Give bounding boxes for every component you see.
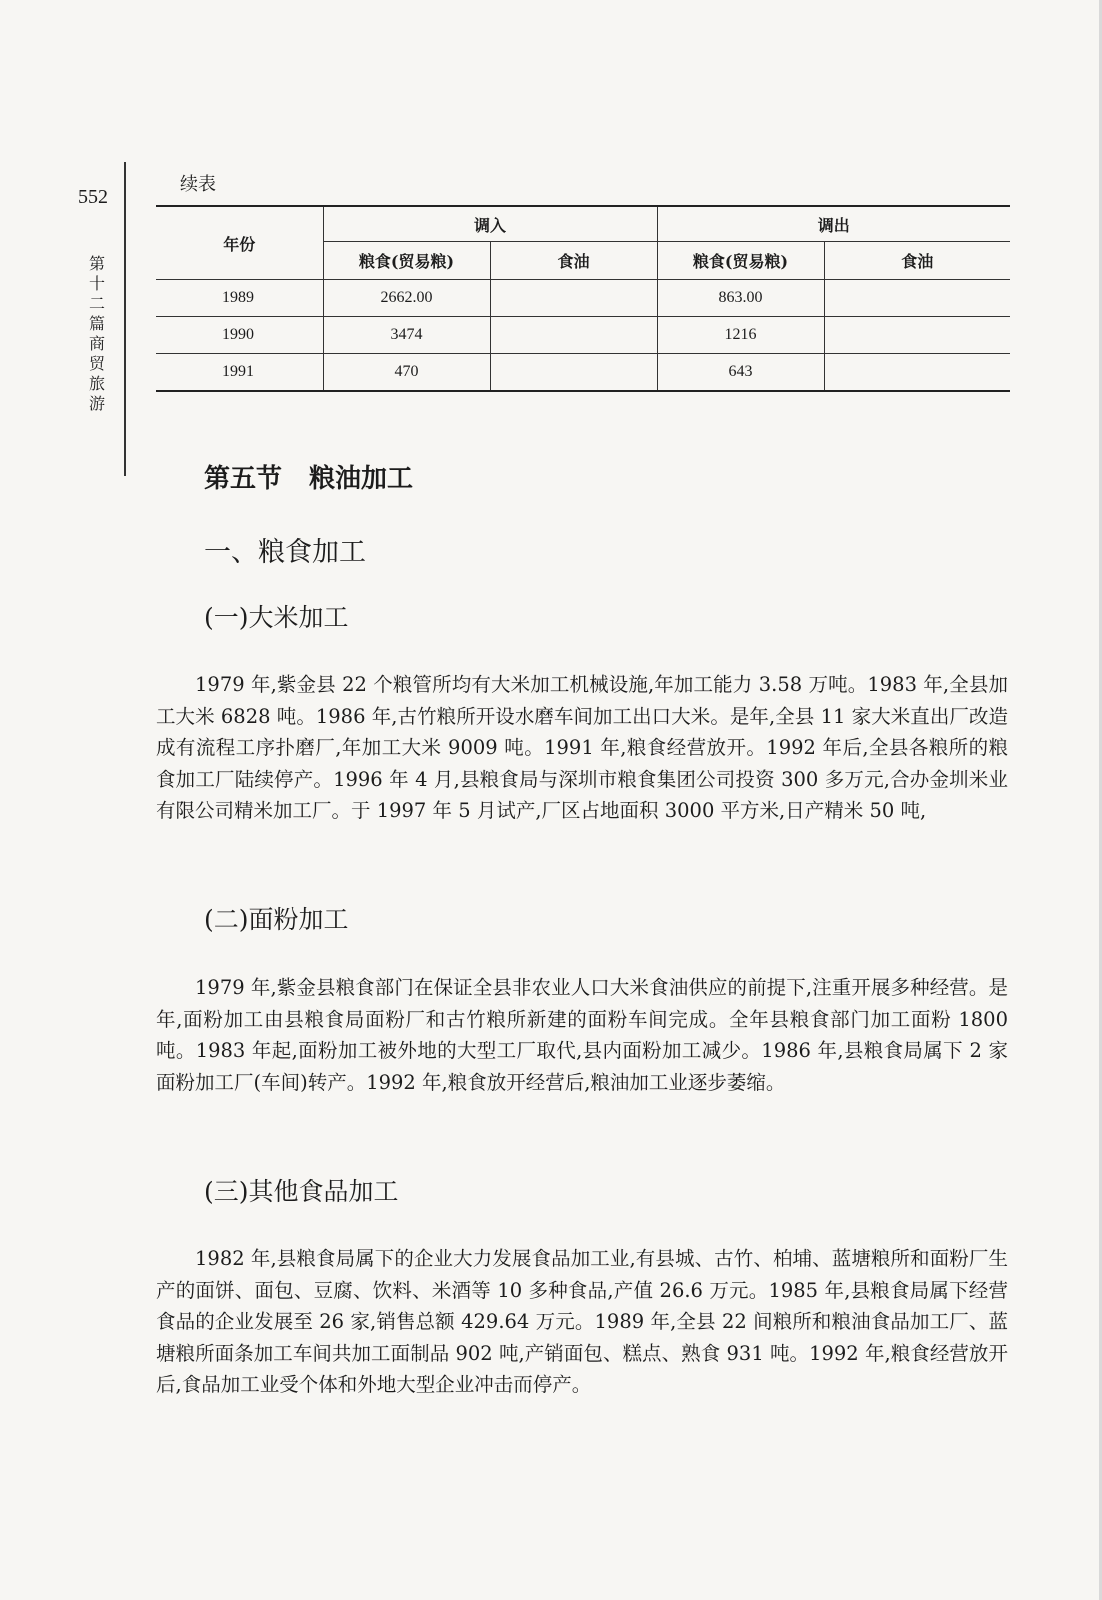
grain-transfer-table [156, 205, 1010, 392]
subheader-oil-in: 食油 [490, 242, 657, 280]
header-year: 年份 [156, 206, 323, 280]
section-subtitle: 一、粮食加工 [204, 537, 366, 568]
cell-year: 1989 [156, 280, 323, 317]
table-row [156, 317, 1010, 354]
table-row [156, 280, 1010, 317]
cell-grain-out: 863.00 [657, 280, 824, 317]
subheader-grain-out: 粮食(贸易粮) [657, 242, 824, 280]
table-header-row [156, 206, 1010, 242]
page-number: 552 [78, 186, 108, 208]
header-out: 调出 [657, 206, 1010, 242]
cell-oil-out [824, 354, 1010, 392]
subheader-oil-out: 食油 [824, 242, 1010, 280]
cell-oil-out [824, 317, 1010, 354]
cell-oil-in [490, 317, 657, 354]
chapter-label: 第十二篇 商贸 旅游 [88, 254, 105, 413]
cell-oil-out [824, 280, 1010, 317]
subsection-heading-other-food: (三)其他食品加工 [204, 1177, 399, 1206]
cell-grain-in: 470 [323, 354, 490, 392]
subheader-grain-in: 粮食(贸易粮) [323, 242, 490, 280]
paragraph-other-food: 1982 年,县粮食局属下的企业大力发展食品加工业,有县城、古竹、柏埔、蓝塘粮所和面粉厂生产的面饼、面包、豆腐、饮料、米酒等 10 多种食品,产值 26.6 万元。1985 年,县粮食局属下经营食品的企业发展至 26 家,销售总额 429.64 万元。1989 年,全县 22 间粮所和粮油食品加工厂、蓝塘粮所面条加工车间共加工面制品 902 吨,产销面包、糕点、熟食 931 吨。1992 年,粮食经营放开后,食品加工业受个体和外地大型企业冲击而停产。 [156, 1247, 1008, 1396]
cell-year: 1991 [156, 354, 323, 392]
table-row [156, 354, 1010, 392]
margin-rule [124, 162, 126, 476]
subsection-heading-flour: (二)面粉加工 [204, 905, 349, 934]
paragraph-flour: 1979 年,紫金县粮食部门在保证全县非农业人口大米食油供应的前提下,注重开展多种经营。是年,面粉加工由县粮食局面粉厂和古竹粮所新建的面粉车间完成。全年县粮食部门加工面粉 1800 吨。1983 年起,面粉加工被外地的大型工厂取代,县内面粉加工减少。1986 年,县粮食局属下 2 家面粉加工厂(车间)转产。1992 年,粮食放开经营后,粮油加工业逐步萎缩。 [156, 976, 1008, 1094]
cell-grain-in: 3474 [323, 317, 490, 354]
cell-grain-out: 643 [657, 354, 824, 392]
cell-grain-in: 2662.00 [323, 280, 490, 317]
cell-year: 1990 [156, 317, 323, 354]
subsection-heading-rice: (一)大米加工 [204, 603, 349, 632]
cell-oil-in [490, 280, 657, 317]
section-title: 第五节 粮油加工 [204, 464, 414, 494]
cell-grain-out: 1216 [657, 317, 824, 354]
header-in: 调入 [323, 206, 657, 242]
cell-oil-in [490, 354, 657, 392]
table-caption: 续表 [180, 174, 216, 195]
paragraph-rice: 1979 年,紫金县 22 个粮管所均有大米加工机械设施,年加工能力 3.58 万吨。1983 年,全县加工大米 6828 吨。1986 年,古竹粮所开设水磨车间加工出口大米。是年,全县 11 家大米直出厂改造成有流程工序扑磨厂,年加工大米 9009 吨。1991 年,粮食经营放开。1992 年后,全县各粮所的粮食加工厂陆续停产。1996 年 4 月,县粮食局与深圳市粮食集团公司投资 300 多万元,合办金圳米业有限公司精米加工厂。于 1997 年 5 月试产,厂区占地面积 3000 平方米,日产精米 50 吨, [156, 673, 1008, 822]
